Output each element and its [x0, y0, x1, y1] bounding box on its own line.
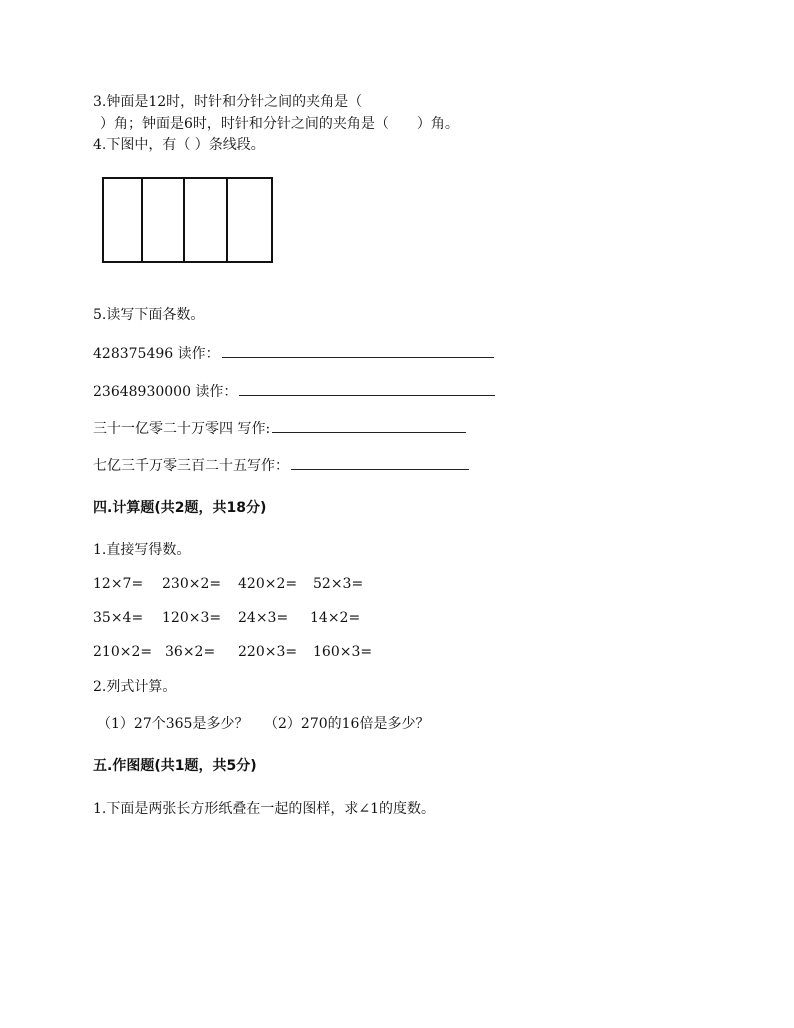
- section4-title: 四.计算题(共2题，共18分): [93, 500, 267, 516]
- calc-item: 12×7=: [93, 576, 144, 592]
- answer-blank[interactable]: [239, 381, 495, 396]
- q3-line2: ）角；钟面是6时，时针和分针之间的夹角是（ ）角。: [100, 116, 459, 132]
- section4-q1-title: 1.直接写得数。: [93, 542, 191, 558]
- q5-item-label: 三十一亿零二十万零四 写作:: [93, 421, 271, 437]
- calc-item: 220×3=: [238, 644, 298, 660]
- q3-line1: 3.钟面是12时，时针和分针之间的夹角是（: [93, 94, 363, 110]
- q4-text: 4.下图中，有（ ）条线段。: [93, 137, 265, 153]
- answer-blank[interactable]: [222, 343, 494, 358]
- calc-item: 35×4=: [93, 610, 144, 626]
- q5-item-4: [93, 455, 469, 475]
- q5-item-label: 七亿三千万零三百二十五写作：: [93, 458, 289, 474]
- answer-blank[interactable]: [272, 418, 466, 433]
- q5-item-2: [93, 381, 495, 401]
- answer-blank[interactable]: [291, 455, 469, 470]
- calc-item: 160×3=: [313, 644, 373, 660]
- q2-item-1: （1）27个365是多少？: [97, 716, 249, 732]
- q2-item-2: （2）270的16倍是多少？: [264, 716, 430, 732]
- calc-item: 36×2=: [165, 644, 216, 660]
- q5-item-label: 23648930000 读作：: [93, 384, 238, 400]
- q5-title: 5.读写下面各数。: [93, 307, 205, 323]
- calc-item: 14×2=: [310, 610, 361, 626]
- calc-item: 24×3=: [238, 610, 289, 626]
- calc-item: 120×3=: [162, 610, 222, 626]
- section5-q1-text: 1.下面是两张长方形纸叠在一起的图样，求∠1的度数。: [93, 801, 435, 817]
- calc-item: 420×2=: [238, 576, 298, 592]
- q5-item-1: [93, 343, 494, 363]
- calc-item: 52×3=: [313, 576, 364, 592]
- section5-title: 五.作图题(共1题，共5分): [93, 758, 257, 774]
- q5-item-label: 428375496 读作：: [93, 346, 220, 362]
- section4-q2-title: 2.列式计算。: [93, 679, 177, 695]
- calc-item: 210×2=: [93, 644, 153, 660]
- q5-item-3: [93, 418, 466, 438]
- figure-outer-rect: [103, 178, 272, 262]
- calc-item: 230×2=: [162, 576, 222, 592]
